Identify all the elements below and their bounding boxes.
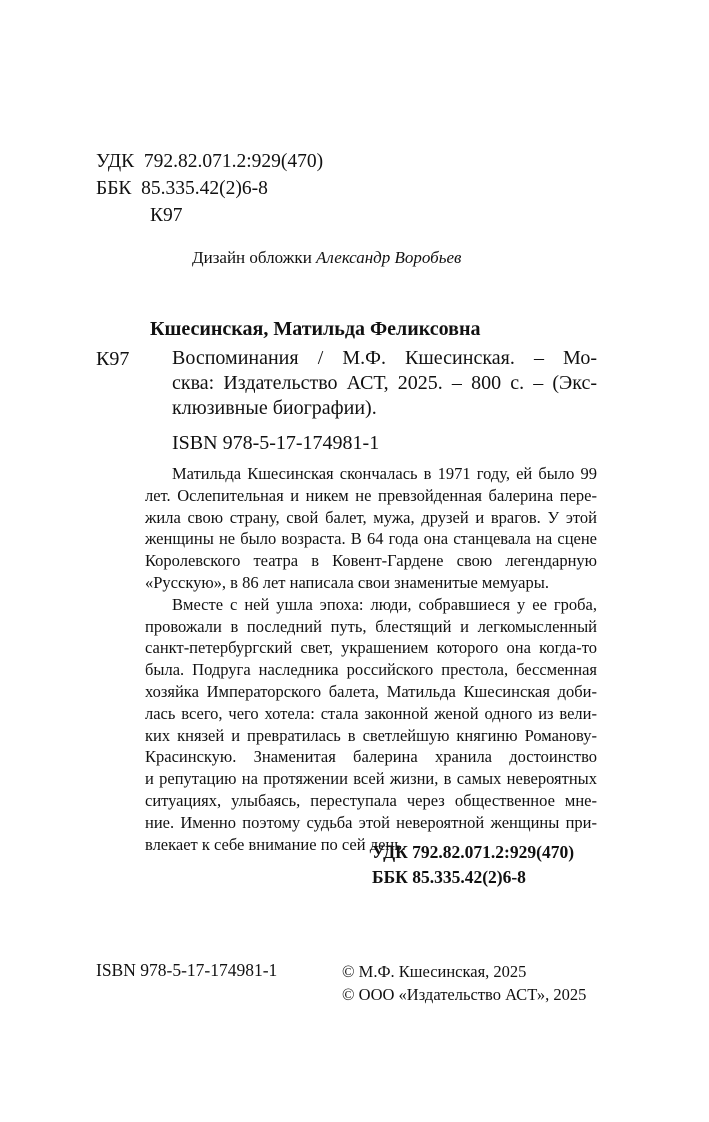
catalog-isbn: ISBN 978-5-17-174981-1 bbox=[172, 432, 380, 454]
design-label: Дизайн обложки bbox=[192, 248, 312, 267]
annotation-line: провожали в последний путь, блестящий и легкомысленный bbox=[145, 616, 597, 636]
copyright-publisher: © ООО «Издательство АСТ», 2025 bbox=[342, 985, 587, 1004]
bbk-code-bottom: ББК 85.335.42(2)6-8 bbox=[372, 867, 526, 887]
annotation-line: жила свою страну, свой балет, мужа, друзей и врагов. У этой bbox=[145, 507, 597, 527]
bbk-code: ББК 85.335.42(2)6-8 bbox=[96, 178, 268, 199]
annotation-line: «Русскую», в 86 лет написала свои знаменитые мемуары. bbox=[145, 572, 549, 592]
annotation-line: Красинскую. Знаменитая балерина хранила достоинство bbox=[145, 747, 597, 767]
footer-isbn: ISBN 978-5-17-174981-1 bbox=[96, 960, 278, 980]
annotation-line: была. Подруга наследника российского престола, бессменная bbox=[145, 660, 597, 680]
description-line: сква: Издательство АСТ, 2025. – 800 с. – (Экс- bbox=[172, 372, 597, 394]
description-line: Воспоминания / М.Ф. Кшесинская. – Мо- bbox=[172, 347, 597, 369]
catalog-author-mark: К97 bbox=[96, 348, 130, 370]
copyright-block bbox=[342, 960, 586, 1006]
annotation-line: ситуациях, улыбаясь, переступала через общественное мне- bbox=[145, 790, 597, 810]
author-mark: К97 bbox=[150, 205, 183, 226]
annotation bbox=[145, 463, 597, 855]
cover-design-credit bbox=[192, 248, 461, 268]
annotation-line: Вместе с ней ушла эпоха: люди, собравшиеся у ее гроба, bbox=[172, 594, 597, 614]
annotation-line: и репутацию на протяжении всей жизни, в самых невероятных bbox=[145, 769, 597, 789]
description-line: клюзивные биографии). bbox=[172, 397, 377, 419]
annotation-line: женщины не было возраста. В 64 года она станцевала на сцене bbox=[145, 529, 597, 549]
catalog-author: Кшесинская, Матильда Феликсовна bbox=[150, 318, 481, 340]
annotation-line: лет. Ослепительная и никем не превзойденная балерина пере- bbox=[145, 485, 597, 505]
classification-codes-bottom bbox=[372, 840, 574, 890]
udk-code-bottom: УДК 792.82.071.2:929(470) bbox=[372, 842, 575, 862]
udk-code: УДК 792.82.071.2:929(470) bbox=[96, 151, 324, 172]
annotation-line: ние. Именно поэтому судьба этой невероятной женщины при- bbox=[145, 812, 597, 832]
designer-name: Александр Воробьев bbox=[316, 248, 462, 267]
annotation-line: Королевского театра в Ковент-Гардене свою легендарную bbox=[145, 551, 597, 571]
annotation-line: хозяйка Императорского балета, Матильда Кшесинская доби- bbox=[145, 681, 597, 701]
copyright-author: © М.Ф. Кшесинская, 2025 bbox=[342, 962, 527, 981]
annotation-line: санкт-петербургский свет, украшением которого она когда-то bbox=[145, 638, 597, 658]
catalog-description bbox=[172, 346, 597, 421]
annotation-line: лась всего, чего хотела: стала законной женой одного из вели- bbox=[145, 703, 597, 723]
classification-codes-top bbox=[96, 148, 323, 229]
annotation-line: Матильда Кшесинская скончалась в 1971 году, ей было 99 bbox=[172, 464, 597, 483]
annotation-line: ких князей и превратилась в светлейшую княгиню Романову- bbox=[145, 725, 597, 745]
annotation-line: влекает к себе внимание по сей день. bbox=[145, 834, 406, 854]
